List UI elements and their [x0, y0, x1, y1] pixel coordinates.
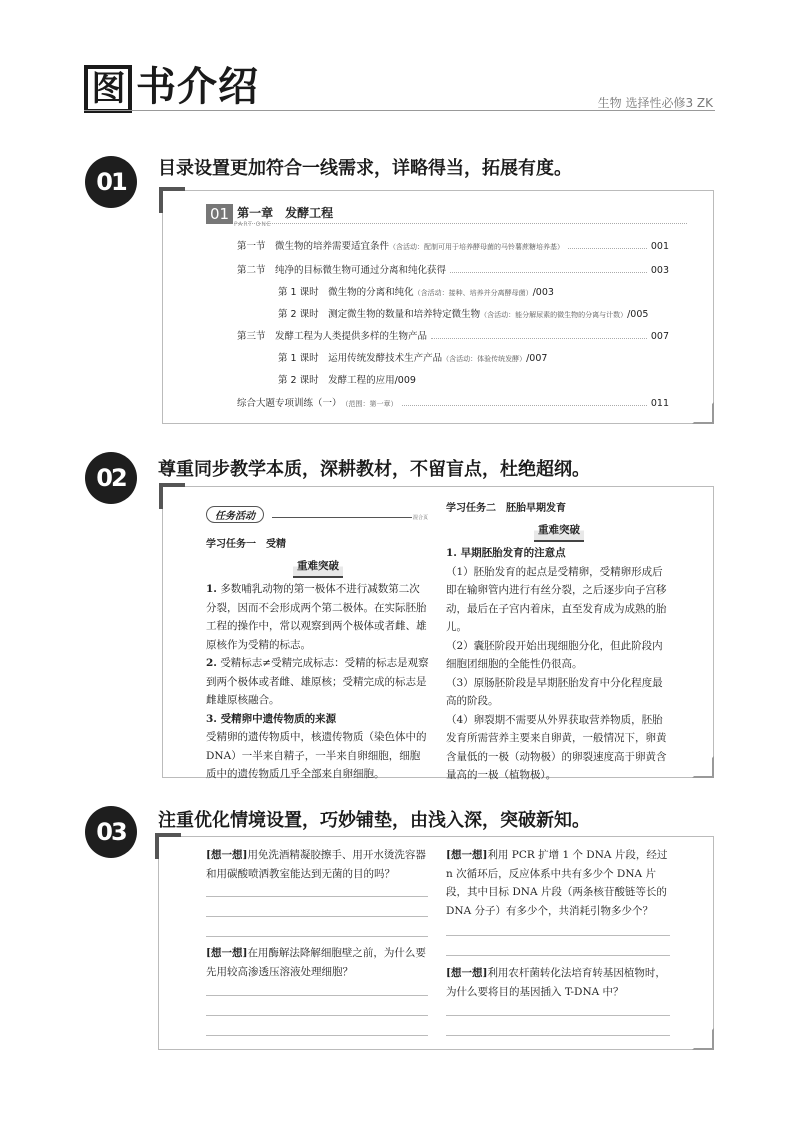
- logo-char: 绍: [218, 64, 257, 110]
- answer-line[interactable]: [206, 896, 428, 897]
- header-divider: [84, 110, 715, 111]
- section-number-badge: 01: [85, 156, 137, 208]
- paragraph: 2. 受精标志≠受精完成标志：受精的标志是观察到两个极体或者雌、雄原核；受精完成的标志是雌雄原核融合。: [206, 657, 429, 706]
- logo-char: 介: [177, 64, 216, 110]
- paragraph: （3）原肠胚阶段是早期胚胎发育中分化程度最高的阶段。: [446, 676, 663, 707]
- answer-line[interactable]: [446, 1035, 670, 1036]
- key-point-banner: 重难突破: [293, 557, 343, 579]
- section-title: 目录设置更加符合一线需求，详略得当，拓展有度。: [158, 158, 572, 179]
- toc-entry: 综合大题专项训练（一） （范围：第一章） 011: [237, 398, 669, 409]
- toc-entry: 第 2 课时 发酵工程的应用 /009: [278, 375, 416, 386]
- think-question: [想一想]利用 PCR 扩增 1 个 DNA 片段，经过 n 次循环后，反应体系中共有多少个 DNA 片段，其中目标 DNA 片段（两条核苷酸链等长的 DNA 分子）有多少个，共消耗引物多少个？: [446, 849, 668, 917]
- answer-line[interactable]: [206, 995, 428, 996]
- box-corner-mark: [159, 187, 185, 213]
- toc-entry: 第二节 纯净的目标微生物可通过分离和纯化获得 003: [237, 265, 669, 276]
- answer-line[interactable]: [446, 955, 670, 956]
- answer-line[interactable]: [446, 935, 670, 936]
- chapter-number: 01: [206, 204, 233, 224]
- chapter-title: 第一章 发酵工程: [237, 206, 334, 220]
- chapter-divider: [234, 223, 687, 224]
- answer-line[interactable]: [206, 1035, 428, 1036]
- box-corner-mark: [155, 833, 181, 859]
- toc-entry: 第 2 课时 测定微生物的数量和培养特定微生物 （含活动：能分解尿素的微生物的分离与计数） /005: [278, 309, 649, 320]
- section-number-badge: 03: [85, 806, 137, 858]
- left-column: [206, 536, 430, 784]
- right-column: [446, 500, 672, 785]
- paragraph: 受精卵的遗传物质中，核遗传物质（染色体中的DNA）一半来自精子，一半来自卵细胞，细胞质中的遗传物质几乎全部来自卵细胞。: [206, 731, 427, 780]
- toc-entry: 第 1 课时 运用传统发酵技术生产产品 （含活动：体验传统发酵） /007: [278, 353, 548, 364]
- activity-note: 混合页: [413, 515, 429, 521]
- logo-char: 书: [136, 64, 175, 110]
- think-question: [想一想]利用农杆菌转化法培育转基因植物时，为什么要将目的基因插入 T-DNA 中？: [446, 967, 666, 998]
- chapter-part-label: PART ONE: [234, 221, 272, 228]
- activity-divider: [272, 517, 412, 518]
- toc-entry: 第三节 发酵工程为人类提供多样的生物产品 007: [237, 331, 669, 342]
- activity-label: 任务活动: [206, 506, 264, 523]
- task-heading: 学习任务一 受精: [206, 539, 286, 550]
- paragraph: 3. 受精卵中遗传物质的来源: [206, 712, 337, 725]
- book-intro-logo: [84, 64, 259, 110]
- subheading: 1. 早期胚胎发育的注意点: [446, 547, 566, 559]
- think-question: [想一想]在用酶解法降解细胞壁之前，为什么要先用较高渗透压溶液处理细胞？: [206, 947, 426, 978]
- think-question: [想一想]用免洗酒精凝胶擦手、用开水烫洗容器和用碳酸喷洒教室能达到无菌的目的吗？: [206, 849, 426, 880]
- logo-char: 图: [84, 65, 132, 113]
- box-corner-mark: [159, 483, 185, 509]
- section-number-badge: 02: [85, 452, 137, 504]
- section-title: 注重优化情境设置，巧妙铺垫，由浅入深，突破新知。: [158, 810, 590, 831]
- paragraph: （4）卵裂期不需要从外界获取营养物质，胚胎发育所需营养主要来自卵黄，一般情况下，卵黄含量低的一极（动物极）的卵裂速度高于卵黄含量高的一极（植物极）。: [446, 713, 667, 781]
- answer-line[interactable]: [446, 1015, 670, 1016]
- book-subject-label: 生物 选择性必修3 ZK: [597, 96, 713, 110]
- task-heading: 学习任务二 胚胎早期发育: [446, 503, 566, 514]
- key-point-banner: 重难突破: [534, 521, 584, 543]
- section-title: 尊重同步教学本质，深耕教材，不留盲点，杜绝超纲。: [158, 459, 590, 480]
- answer-line[interactable]: [206, 936, 428, 937]
- paragraph: （1）胚胎发育的起点是受精卵，受精卵形成后即在输卵管内进行有丝分裂，之后逐步向子宫移动，最后在子宫内着床，直至发育成为成熟的胎儿。: [446, 565, 667, 633]
- toc-entry: 第一节 微生物的培养需要适宜条件 （含活动：配制可用于培养酵母菌的马铃薯蔗糖培养基） 001: [237, 241, 669, 252]
- paragraph: （2）囊胚阶段开始出现细胞分化，但此阶段内细胞团细胞的全能性仍很高。: [446, 639, 663, 670]
- answer-line[interactable]: [206, 916, 428, 917]
- paragraph: 1. 多数哺乳动物的第一极体不进行减数第二次分裂，因而不会形成两个第二极体。在实际胚胎工程的操作中，常以观察到两个极体或者雌、雄原核作为受精的标志。: [206, 583, 427, 651]
- toc-entry: 第 1 课时 微生物的分离和纯化 （含活动：接种、培养并分离酵母菌） /003: [278, 287, 554, 298]
- answer-line[interactable]: [206, 1015, 428, 1016]
